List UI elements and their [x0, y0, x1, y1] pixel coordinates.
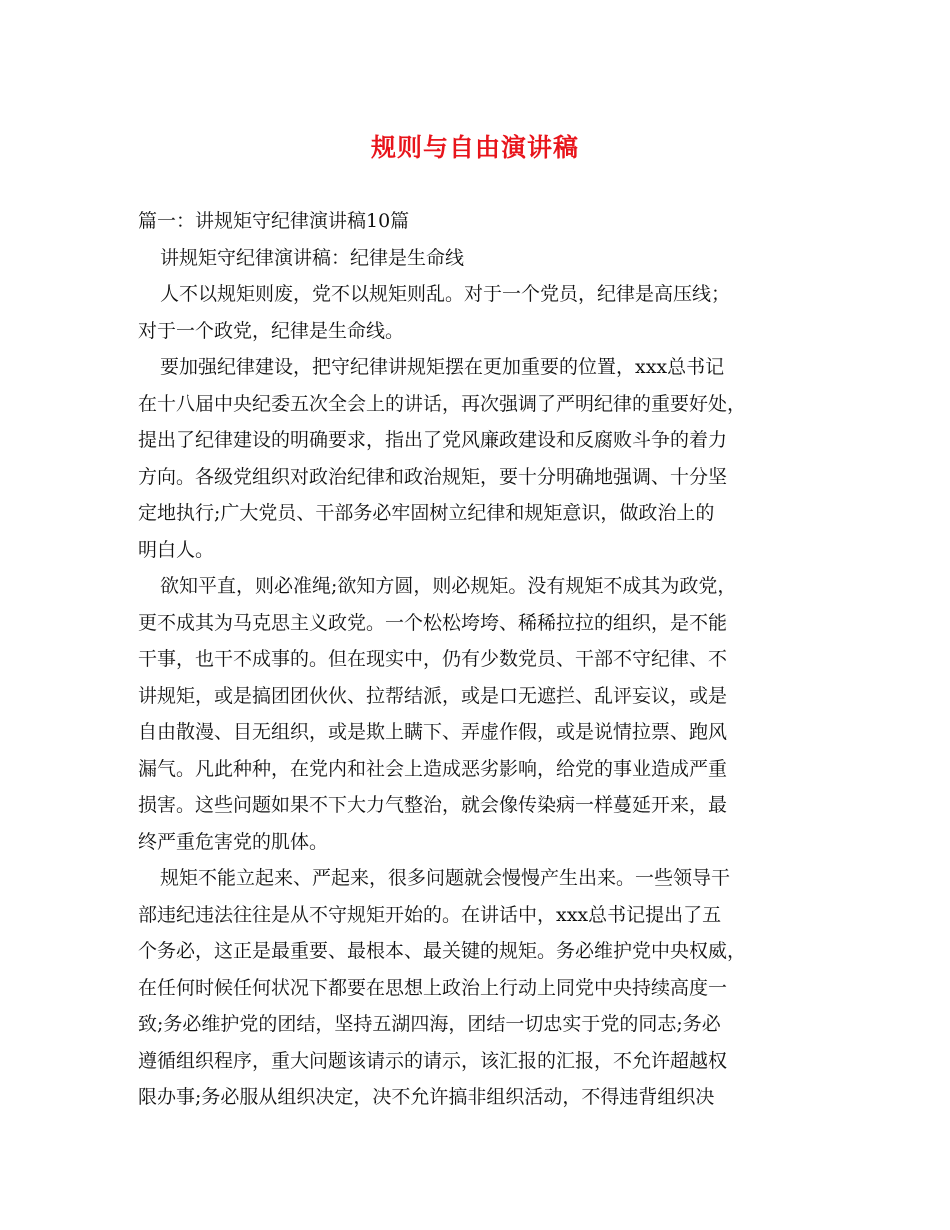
body-text-line: 漏气。凡此种种，在党内和社会上造成恶劣影响，给党的事业造成严重 [138, 757, 728, 780]
body-text-line: 遵循组织程序，重大问题该请示的请示，该汇报的汇报，不允许超越权 [138, 1049, 728, 1072]
document-title: 规则与自由演讲稿 [370, 133, 579, 162]
body-text-line: 损害。这些问题如果不下大力气整治，就会像传染病一样蔓延开来，最 [138, 794, 728, 816]
body-text-line: 明白人。 [138, 538, 215, 561]
body-text-line: 自由散漫、目无组织，或是欺上瞒下、弄虚作假，或是说情拉票、跑风 [138, 721, 728, 743]
body-text-line: 部违纪违法往往是从不守规矩开始的。在讲话中，xxx总书记提出了五 [138, 903, 722, 926]
body-text-line: 提出了纪律建设的明确要求，指出了党风廉政建设和反腐败斗争的着力 [138, 429, 728, 451]
body-text-line: 限办事;务必服从组织决定，决不允许搞非组织活动，不得违背组织决 [138, 1086, 715, 1108]
body-text-line: 篇一：讲规矩守纪律演讲稿10篇 [138, 210, 410, 232]
body-text-line: 干事，也干不成事的。但在现实中，仍有少数党员、干部不守纪律、不 [138, 648, 728, 670]
body-text-line: 讲规矩守纪律演讲稿：纪律是生命线 [160, 246, 465, 269]
body-text-line: 定地执行;广大党员、干部务必牢固树立纪律和规矩意识，做政治上的 [138, 502, 715, 524]
body-text-line: 更不成其为马克思主义政党。一个松松垮垮、稀稀拉拉的组织，是不能 [138, 611, 728, 634]
body-text-line: 欲知平直，则必准绳;欲知方圆，则必规矩。没有规矩不成其为政党， [160, 575, 737, 597]
body-text-line: 人不以规矩则废，党不以规矩则乱。对于一个党员，纪律是高压线； [160, 283, 731, 305]
body-text-line: 方向。各级党组织对政治纪律和政治规矩，要十分明确地强调、十分坚 [138, 465, 728, 488]
body-text-line: 规矩不能立起来、严起来，很多问题就会慢慢产生出来。一些领导干 [160, 867, 731, 889]
body-text-line: 对于一个政党，纪律是生命线。 [138, 319, 405, 342]
body-text-line: 要加强纪律建设，把守纪律讲规矩摆在更加重要的位置，xxx总书记 [160, 356, 725, 378]
document-body [138, 203, 818, 1116]
body-text-line: 在任何时候任何状况下都要在思想上政治上行动上同党中央持续高度一 [138, 976, 728, 999]
body-text-line: 讲规矩，或是搞团团伙伙、拉帮结派，或是口无遮拦、乱评妄议，或是 [138, 684, 728, 707]
body-text-line: 终严重危害党的肌体。 [138, 830, 329, 853]
body-text-line: 个务必，这正是最重要、最根本、最关键的规矩。务必维护党中央权威， [138, 940, 747, 962]
body-text-line: 致;务必维护党的团结，坚持五湖四海，团结一切忠实于党的同志;务必 [138, 1013, 721, 1035]
body-text-line: 在十八届中央纪委五次全会上的讲话，再次强调了严明纪律的重要好处， [138, 392, 747, 415]
